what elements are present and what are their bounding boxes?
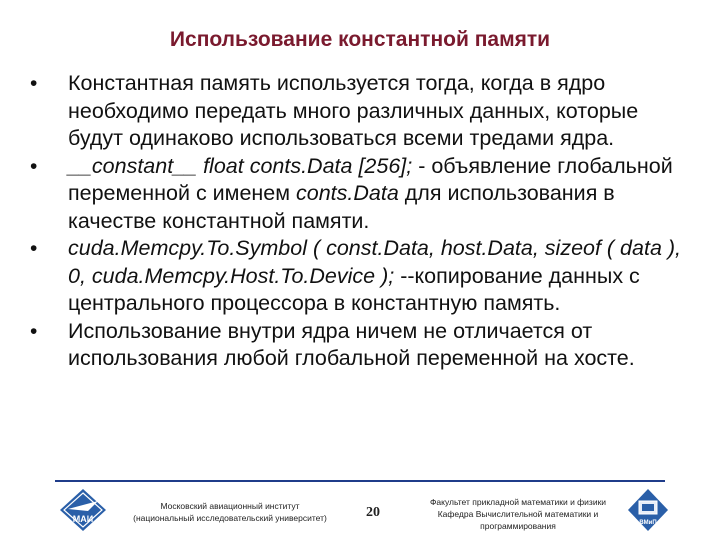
right-logo-text: ВМиП	[639, 520, 657, 526]
footer-divider	[55, 480, 665, 482]
bullet-dot-icon: •	[30, 72, 38, 95]
footer-institute-line: (национальный исследовательский университет)	[133, 513, 327, 523]
footer-department-line: программирования	[480, 521, 556, 531]
bullet-item	[28, 318, 688, 373]
bullet-list	[28, 70, 688, 373]
mai-logo-icon	[58, 487, 108, 533]
page-number: 20	[366, 505, 380, 520]
code-text: conts.Data	[296, 181, 399, 205]
bullet-dot-icon: •	[30, 237, 38, 260]
code-text: cuda.Memcpy.To.Symbol ( const.Data, host.Data, sizeof ( data ), 0, cuda.Memcpy.Host.To.Device );	[68, 236, 682, 288]
bullet-dot-icon: •	[30, 319, 38, 343]
bullet-dot-icon: •	[30, 154, 38, 178]
left-logo-text: МАИ	[72, 514, 94, 524]
code-text: __constant__ float conts.Data [256];	[68, 153, 419, 178]
bullet-text: для использования в качестве константной памяти.	[68, 181, 615, 233]
footer-department-line: Факультет прикладной математики и физики	[429, 497, 607, 507]
footer-department	[408, 496, 628, 532]
bullet-text: Использование внутри ядра ничем не отличается от использования любой глобальной переменной на хосте.	[68, 318, 635, 370]
footer-institute	[112, 500, 348, 524]
footer-department-line: Кафедра Вычислительной математики и	[437, 509, 599, 519]
bullet-item	[28, 70, 688, 153]
department-logo-icon	[626, 487, 670, 533]
bullet-item	[28, 235, 688, 318]
bullet-text: - объявление глобальной переменной с именем	[68, 153, 673, 205]
bullet-item	[28, 153, 688, 236]
footer-institute-line: Московский авиационный институт	[160, 501, 300, 511]
slide-title: Использование константной памяти	[169, 28, 551, 51]
bullet-text: Константная память используется тогда, когда в ядро необходимо передать много различных данных, которые будут одинаково использоваться всеми тредами ядра.	[68, 71, 639, 150]
bullet-text: --копирование данных с центрального процессора в константную память.	[68, 263, 640, 315]
